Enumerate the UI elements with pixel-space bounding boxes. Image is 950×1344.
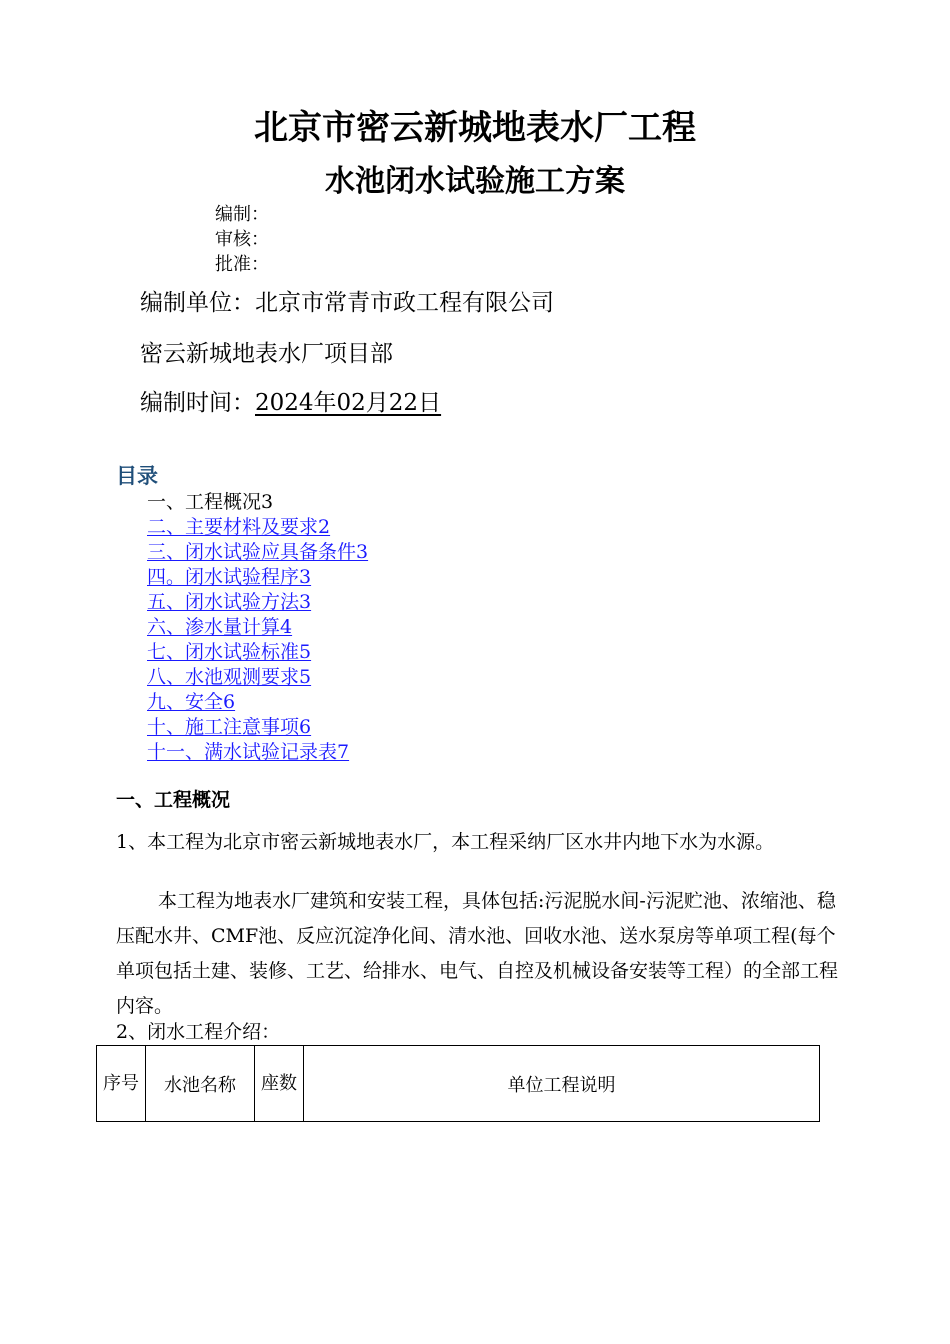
toc-item-10[interactable]: 十、施工注意事项6 — [147, 716, 312, 738]
overview-paragraph-3: 2、闭水工程介绍： — [116, 1021, 281, 1043]
pool-table — [96, 1045, 820, 1122]
toc-item-6[interactable]: 六、渗水量计算4 — [147, 616, 293, 638]
compiling-time-label: 编制时间： — [140, 390, 255, 416]
compiling-time-value: 2024年02月22日 — [255, 390, 442, 416]
document-title: 北京市密云新城地表水厂工程 — [254, 108, 696, 148]
signoff-reviewed: 审核： — [215, 229, 269, 250]
toc-item-11[interactable]: 十一、满水试验记录表7 — [147, 741, 350, 763]
toc-item-5[interactable]: 五、闭水试验方法3 — [147, 591, 312, 613]
toc-item-1[interactable]: 一、工程概况3 — [147, 491, 274, 513]
compiling-unit-value: 北京市常青市政工程有限公司 — [255, 290, 554, 316]
document-subtitle: 水池闭水试验施工方案 — [325, 164, 625, 199]
project-department: 密云新城地表水厂项目部 — [140, 341, 393, 367]
signoff-compiled: 编制： — [215, 204, 269, 225]
overview-paragraph-1: 1、本工程为北京市密云新城地表水厂，本工程采纳厂区水井内地下水为水源。 — [116, 831, 775, 853]
toc-title: 目录 — [116, 464, 158, 488]
toc-item-8[interactable]: 八、水池观测要求5 — [147, 666, 312, 688]
compiling-time — [140, 384, 441, 417]
table-header-description: 单位工程说明 — [304, 1046, 820, 1122]
compiling-unit-label: 编制单位： — [140, 290, 255, 316]
signoff-approved: 批准： — [215, 254, 269, 275]
table-header-index: 序号 — [97, 1046, 146, 1122]
toc-item-7[interactable]: 七、闭水试验标准5 — [147, 641, 312, 663]
overview-paragraph-2: 本工程为地表水厂建筑和安装工程，具体包括:污泥脱水间-污泥贮池、浓缩池、稳压配水井、CMF池、反应沉淀净化间、清水池、回收水池、送水泵房等单项工程(每个单项包括土建、装修、工艺、给排水、电气、自控及机械设备安装等工程）的全部工程内容。 — [116, 890, 839, 1017]
toc-item-4[interactable]: 四。闭水试验程序3 — [147, 566, 312, 588]
compiling-unit — [140, 284, 554, 317]
table-header-pool-name: 水池名称 — [146, 1046, 255, 1122]
table-header-count: 座数 — [255, 1046, 304, 1122]
table-header-row — [97, 1046, 820, 1122]
section-heading-overview: 一、工程概况 — [116, 789, 231, 811]
toc-item-9[interactable]: 九、安全6 — [147, 691, 236, 713]
toc-item-3[interactable]: 三、闭水试验应具备条件3 — [147, 541, 369, 563]
toc-list — [147, 490, 368, 765]
toc-item-2[interactable]: 二、主要材料及要求2 — [147, 516, 331, 538]
